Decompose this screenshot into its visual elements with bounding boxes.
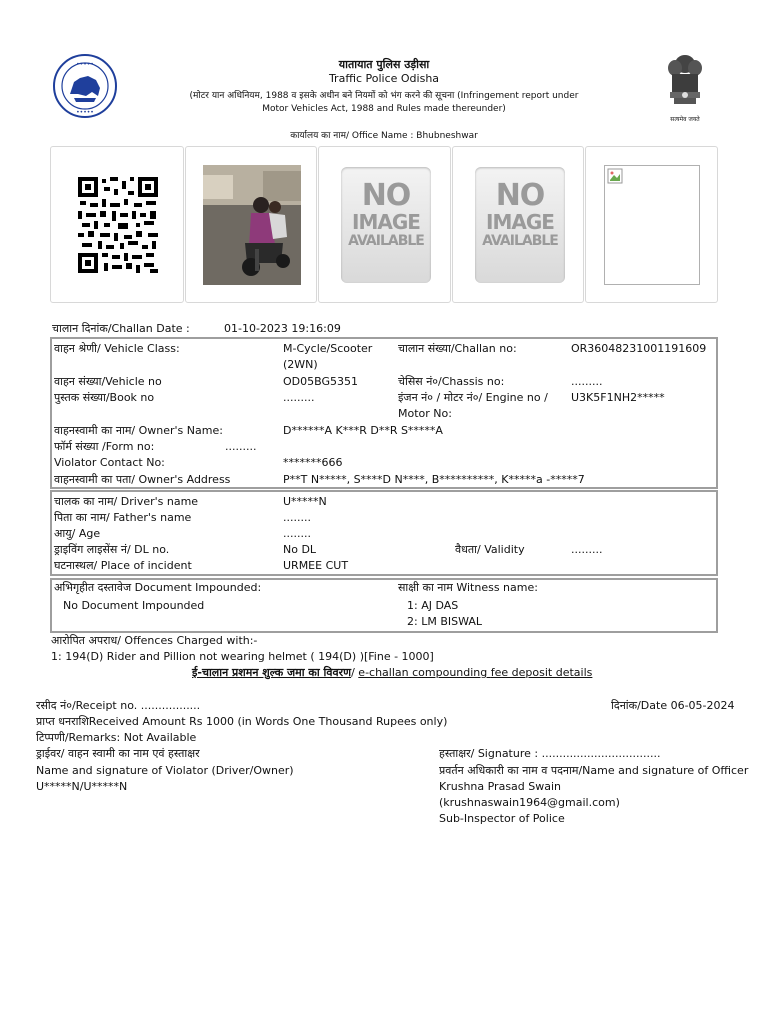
compounding-heading-english-1: e-challan compounding bbox=[358, 666, 491, 679]
officer-name: Krushna Prasad Swain bbox=[439, 780, 562, 793]
contact-no-value: *******666 bbox=[283, 456, 343, 469]
no-image-placeholder-2: NO IMAGE AVAILABLE bbox=[475, 167, 565, 283]
dl-no-label: ड्राइविंग लाइसेंस नं/ DL no. bbox=[54, 543, 170, 556]
validity-label: वैधता/ Validity bbox=[455, 543, 525, 556]
svg-text:•••••: ••••• bbox=[76, 61, 94, 68]
broken-image-card bbox=[585, 146, 718, 303]
no-image-placeholder-1: NO IMAGE AVAILABLE bbox=[341, 167, 431, 283]
receipt-no: रसीद नं०/Receipt no. ................. bbox=[36, 699, 201, 712]
compounding-heading-separator: / bbox=[351, 666, 359, 679]
chassis-no-label: चेसिस नं०/Chassis no: bbox=[398, 375, 505, 388]
owner-address-value: P**T N*****, S****D N****, B**********, K*****a -*****7 bbox=[283, 473, 585, 486]
officer-email: (krushnaswain1964@gmail.com) bbox=[439, 796, 620, 809]
place-of-incident-label: घटनास्थल/ Place of incident bbox=[54, 559, 192, 572]
father-name-value: ........ bbox=[283, 511, 311, 524]
owner-name-value: D******A K***R D**R S*****A bbox=[283, 424, 443, 437]
violator-label-english: Name and signature of Violator (Driver/Owner) bbox=[36, 764, 294, 777]
contact-no-label: Violator Contact No: bbox=[54, 456, 165, 469]
witness-1: 1: AJ DAS bbox=[407, 599, 459, 612]
owner-name-label: वाहनस्वामी का नाम/ Owner's Name: bbox=[54, 424, 223, 437]
incident-photo[interactable] bbox=[203, 165, 301, 285]
emblem-caption: सत्यमेव जयते bbox=[670, 116, 700, 123]
vehicle-class-value: M-Cycle/Scooter(2WN) bbox=[283, 342, 373, 371]
offence-item-1: 1: 194(D) Rider and Pillion not wearing helmet ( 194(D) )[Fine - 1000] bbox=[51, 650, 434, 663]
driver-name-label: चालक का नाम/ Driver's name bbox=[54, 495, 199, 508]
document-impounded-value: No Document Impounded bbox=[63, 599, 205, 612]
dl-no-value: No DL bbox=[283, 543, 317, 556]
document-impounded-label: अभिगृहीत दस्तावेज Document Impounded: bbox=[54, 581, 262, 594]
svg-text:•••••: ••••• bbox=[76, 109, 94, 116]
qr-card bbox=[50, 146, 184, 303]
broken-image-icon bbox=[607, 168, 623, 184]
header-notice-line1: (मोटर यान अधिनियम, 1988 व इसके अधीन बने नियमों को भंग करने की सूचना (Infringement report under bbox=[189, 91, 579, 101]
driver-name-value: U*****N bbox=[283, 495, 327, 508]
header-title-hindi: यातायात पुलिस उड़ीसा bbox=[338, 58, 430, 71]
broken-image[interactable] bbox=[604, 165, 700, 285]
father-name-label: पिता का नाम/ Father's name bbox=[54, 511, 192, 524]
age-value: ........ bbox=[283, 527, 311, 540]
violator-label-hindi: ड्राईवर/ वाहन स्वामी का नाम एवं हस्ताक्षर bbox=[36, 747, 200, 760]
compounding-heading-english-2: fee deposit details bbox=[490, 666, 593, 679]
photo-card bbox=[185, 146, 317, 303]
chassis-no-value: ......... bbox=[571, 375, 603, 388]
odisha-police-seal bbox=[52, 52, 118, 120]
challan-date-value: 01-10-2023 19:16:09 bbox=[224, 322, 341, 335]
vehicle-no-value: OD05BG5351 bbox=[283, 375, 358, 388]
challan-no-value: OR36048231001191609 bbox=[571, 342, 707, 355]
header-notice-line2: Motor Vehicles Act, 1988 and Rules made thereunder) bbox=[262, 104, 506, 114]
age-label: आयु/ Age bbox=[54, 527, 101, 540]
no-image-card-2 bbox=[452, 146, 584, 303]
witness-name-label: साक्षी का नाम Witness name: bbox=[398, 581, 538, 594]
form-no-label: फॉर्म संख्या /Form no: bbox=[54, 440, 155, 453]
vehicle-class-label: वाहन श्रेणी/ Vehicle Class: bbox=[54, 342, 180, 355]
engine-no-label: इंजन नं० / मोटर नं०/ Engine no / Motor No: bbox=[398, 391, 548, 420]
owner-address-label: वाहनस्वामी का पता/ Owner's Address bbox=[54, 473, 231, 486]
violator-name: U*****N/U*****N bbox=[36, 780, 128, 793]
form-no-value: ......... bbox=[225, 440, 257, 453]
no-image-card-1 bbox=[318, 146, 451, 303]
compounding-heading-hindi: ई-चालान प्रशमन शुल्क जमा का विवरण bbox=[192, 666, 352, 679]
offences-label: आरोपित अपराध/ Offences Charged with:- bbox=[51, 634, 258, 647]
officer-signature: हस्ताक्षर/ Signature : .................................. bbox=[439, 747, 661, 760]
qr-code[interactable] bbox=[78, 177, 158, 273]
office-name: कार्यालय का नाम/ Office Name : Bhubneshwar bbox=[290, 131, 478, 141]
book-no-label: पुस्तक संख्या/Book no bbox=[54, 391, 155, 404]
vehicle-no-label: वाहन संख्या/Vehicle no bbox=[54, 375, 162, 388]
challan-no-label: चालान संख्या/Challan no: bbox=[398, 342, 517, 355]
receipt-date: दिनांक/Date 06-05-2024 bbox=[611, 699, 735, 712]
witness-2: 2: LM BISWAL bbox=[407, 615, 483, 628]
officer-label: प्रवर्तन अधिकारी का नाम व पदनाम/Name and signature of Officer bbox=[439, 764, 749, 777]
engine-no-value: U3K5F1NH2***** bbox=[571, 391, 665, 404]
book-no-value: ......... bbox=[283, 391, 315, 404]
remarks: टिप्पणी/Remarks: Not Available bbox=[36, 731, 197, 744]
validity-value: ......... bbox=[571, 543, 603, 556]
received-amount: प्राप्त धनराशिReceived Amount Rs 1000 (in Words One Thousand Rupees only) bbox=[36, 715, 448, 728]
place-of-incident-value: URMEE CUT bbox=[283, 559, 349, 572]
national-emblem bbox=[660, 50, 710, 122]
header-title-english: Traffic Police Odisha bbox=[328, 72, 440, 85]
officer-rank: Sub-Inspector of Police bbox=[439, 812, 565, 825]
challan-date-label: चालान दिनांक/Challan Date : bbox=[52, 322, 190, 335]
compounding-heading bbox=[192, 666, 592, 680]
